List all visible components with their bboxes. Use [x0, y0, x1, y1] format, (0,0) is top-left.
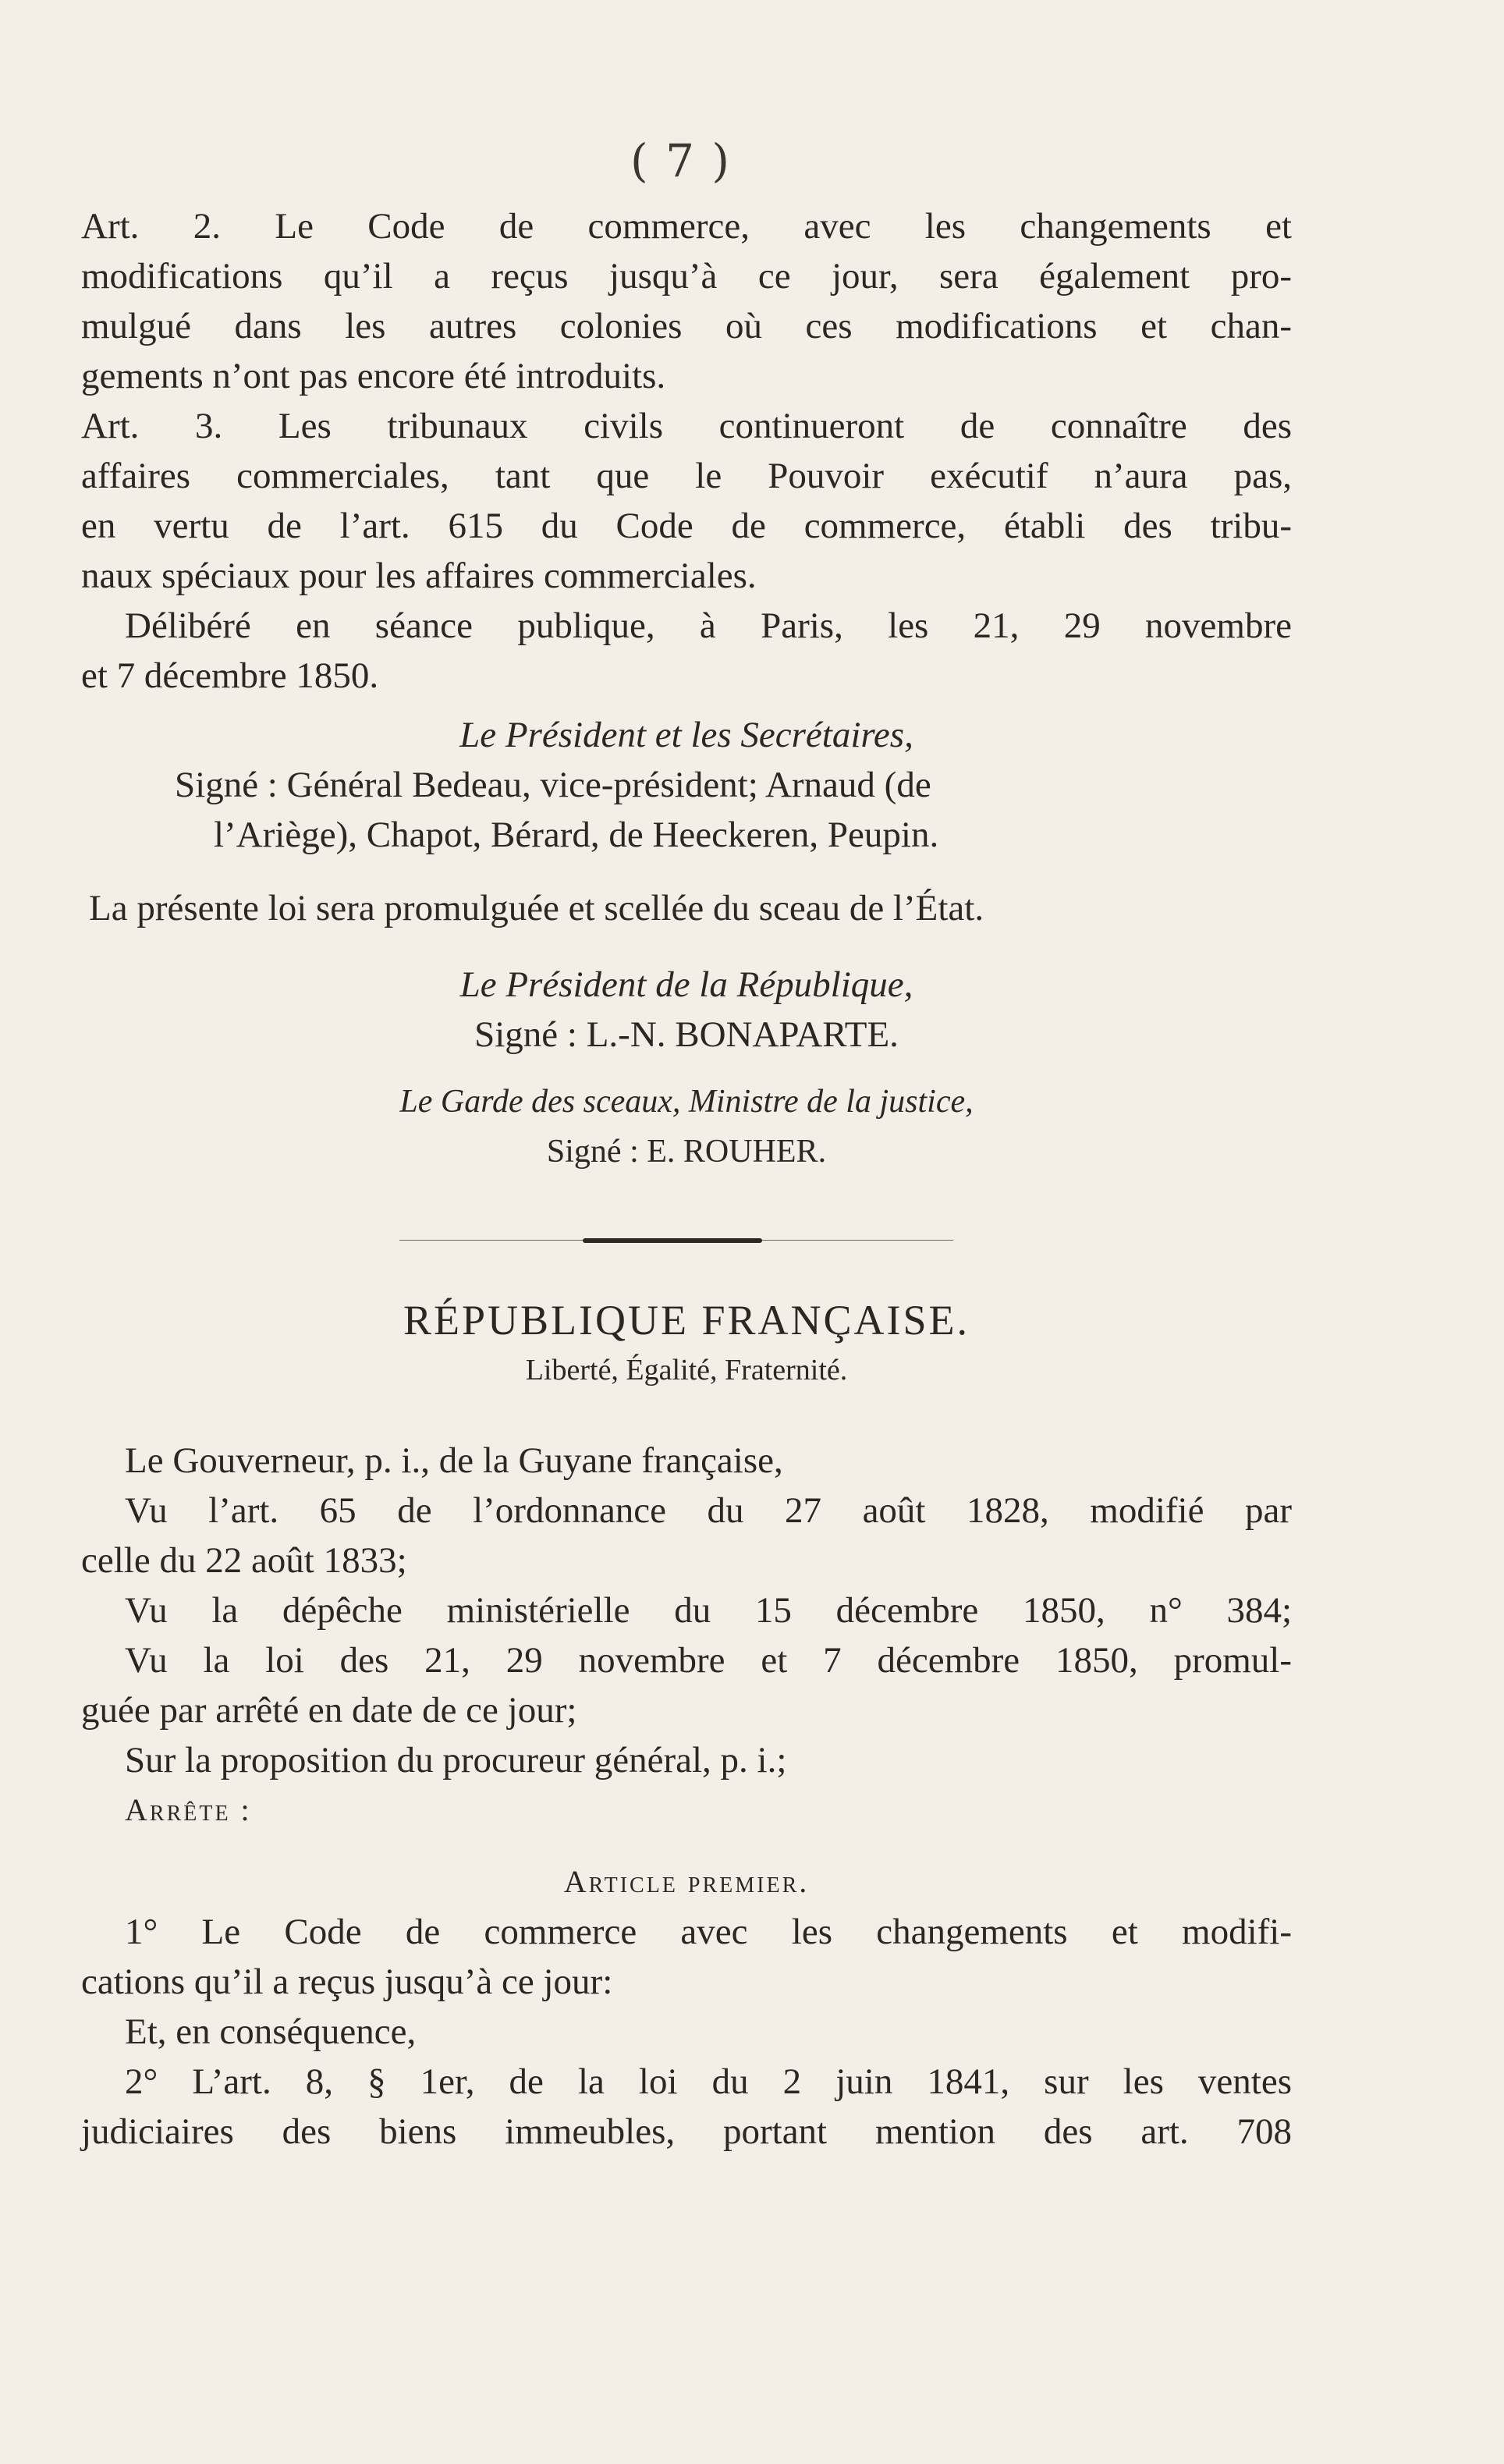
article-line: cations qu’il a reçus jusqu’à ce jour: [81, 1962, 613, 2002]
article-2-line: gements n’ont pas encore été introduits. [81, 356, 666, 396]
divider-swell [583, 1238, 762, 1243]
deliberation-line: et 7 décembre 1850. [81, 655, 379, 696]
deliberation [81, 601, 1292, 701]
article-line: Et, en conséquence, [125, 2011, 417, 2052]
minister-signature-heading: Le Garde des sceaux, Ministre de la justice, [399, 1084, 974, 1120]
minister-signature [81, 1077, 1292, 1177]
assembly-signature-line: l’Ariège), Chapot, Bérard, de Heeckeren, Peupin. [214, 815, 939, 855]
decree-title: RÉPUBLIQUE FRANÇAISE. [403, 1297, 970, 1344]
decree-line: Vu la dépêche ministérielle du 15 décembre 1850, n° 384; [125, 1590, 1292, 1631]
decree-line: Sur la proposition du procureur général, p. i.; [125, 1740, 787, 1781]
article-2-line: mulgué dans les autres colonies où ces modifications et chan- [81, 306, 1292, 346]
article-3-line: en vertu de l’art. 615 du Code de commerce, établi des tribu- [81, 506, 1292, 546]
decree-header [81, 1295, 1292, 1395]
minister-signature-name: Signé : E. ROUHER. [546, 1134, 827, 1170]
decree-line: celle du 22 août 1833; [81, 1540, 407, 1581]
article-line: 2° L’art. 8, § 1er, de la loi du 2 juin 1841, sur les ventes [125, 2061, 1292, 2102]
article-heading: Article premier. [563, 1864, 810, 1899]
section-divider [399, 1238, 953, 1243]
article-3-line: affaires commerciales, tant que le Pouvoir exécutif n’aura pas, [81, 456, 1292, 496]
article-2-line: modifications qu’il a reçus jusqu’à ce jour, sera également pro- [81, 256, 1292, 296]
promulgation-text: La présente loi sera promulguée et scellée du sceau de l’État. [89, 888, 984, 928]
president-signature [81, 960, 1292, 1060]
assembly-signature-heading: Le Président et les Secrétaires, [459, 715, 913, 755]
deliberation-line: Délibéré en séance publique, à Paris, les 21, 29 novembre [125, 605, 1292, 646]
assembly-signature-line: Signé : Général Bedeau, vice-président; Arnaud (de [175, 765, 931, 805]
article-3-line: naux spéciaux pour les affaires commerciales. [81, 556, 757, 596]
promulgation [81, 883, 1292, 933]
president-signature-heading: Le Président de la République, [459, 964, 913, 1005]
article-line: judiciaires des biens immeubles, portant mention des art. 708 [81, 2111, 1292, 2152]
assembly-signature [81, 710, 1292, 860]
president-signature-name: Signé : L.-N. BONAPARTE. [474, 1014, 899, 1055]
article-3 [81, 401, 1292, 601]
decree-line: Vu l’art. 65 de l’ordonnance du 27 août 1828, modifié par [125, 1490, 1292, 1531]
decree-motto: Liberté, Égalité, Fraternité. [525, 1354, 848, 1386]
decree-line: Vu la loi des 21, 29 novembre et 7 décembre 1850, promul- [125, 1640, 1292, 1681]
article-2 [81, 201, 1292, 401]
decree-arrete: Arrête : [125, 1792, 252, 1827]
page-number: ( 7 ) [630, 134, 732, 187]
article-2-line: Art. 2. Le Code de commerce, avec les changements et [81, 206, 1292, 247]
decree-article [81, 1857, 1292, 2157]
decree-line: Le Gouverneur, p. i., de la Guyane française, [125, 1440, 783, 1481]
decree-line: guée par arrêté en date de ce jour; [81, 1690, 577, 1731]
article-line: 1° Le Code de commerce avec les changements et modifi- [125, 1912, 1292, 1952]
decree-preamble [81, 1436, 1292, 1835]
article-3-line: Art. 3. Les tribunaux civils continueront de connaître des [81, 406, 1292, 446]
